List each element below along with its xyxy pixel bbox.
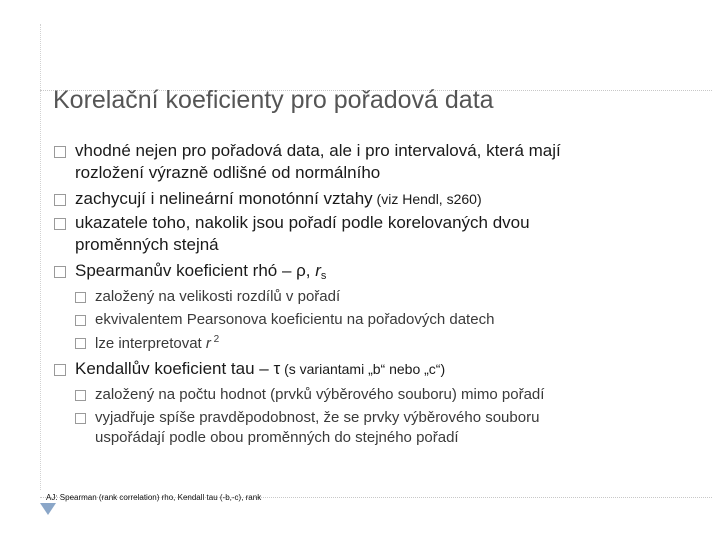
footer-note: AJ: Spearman (rank correlation) rho, Kendall tau (-b,-c), rank	[46, 493, 262, 502]
bullet-square-icon	[54, 364, 66, 376]
bullet-1-line-1: vhodné nejen pro pořadová data, ale i pro intervalová, která mají	[75, 141, 561, 160]
bullet-5-text: Kendallův koeficient tau – τ	[75, 359, 281, 378]
symbol-r-superscript: 2	[210, 334, 220, 345]
bullet-square-icon	[54, 146, 66, 158]
slide-title: Korelační koeficienty pro pořadová data	[53, 86, 494, 114]
bullet-4-sub-3	[95, 334, 219, 352]
sub-bullet-square-icon	[75, 390, 86, 401]
bullet-5-sub-2-line-2: uspořádají podle obou proměnných do stejného pořadí	[95, 429, 459, 446]
left-divider	[40, 24, 41, 490]
bullet-5-note: (s variantami „b“ nebo „c“)	[280, 361, 446, 377]
bullet-2-text: zachycují i nelineární monotónní vztahy	[75, 189, 373, 208]
bullet-square-icon	[54, 266, 66, 278]
sub-bullet-square-icon	[75, 315, 86, 326]
symbol-r: r	[315, 261, 321, 280]
bullet-5-sub-2-line-1: vyjadřuje spíše pravděpodobnost, že se prvky výběrového souboru	[95, 409, 540, 426]
bullet-4-sub-2: ekvivalentem Pearsonova koeficientu na pořadových datech	[95, 311, 495, 328]
bullet-2	[75, 189, 482, 209]
bullet-5-sub-1: založený na počtu hodnot (prvků výběrového souboru) mimo pořadí	[95, 386, 545, 403]
bullet-square-icon	[54, 194, 66, 206]
sub-bullet-square-icon	[75, 292, 86, 303]
bullet-3-line-1: ukazatele toho, nakolik jsou pořadí podle korelovaných dvou	[75, 213, 530, 232]
bullet-4-sub-1: založený na velikosti rozdílů v pořadí	[95, 288, 341, 305]
bullet-5	[75, 359, 445, 379]
bullet-1-line-2: rozložení výrazně odlišné od normálního	[75, 163, 381, 182]
sub-bullet-square-icon	[75, 413, 86, 424]
bullet-3-line-2: proměnných stejná	[75, 235, 219, 254]
down-arrow-icon	[40, 503, 56, 515]
symbol-r: r	[205, 335, 211, 352]
bullet-square-icon	[54, 218, 66, 230]
sub-bullet-square-icon	[75, 338, 86, 349]
bullet-4	[75, 261, 326, 282]
bullet-4-text: Spearmanův koeficient rhó – ρ,	[75, 261, 316, 280]
bullet-4-sub-3-text: lze interpretovat	[95, 335, 206, 352]
bullet-2-note: (viz Hendl, s260)	[372, 191, 482, 207]
symbol-r-subscript: s	[320, 270, 327, 282]
